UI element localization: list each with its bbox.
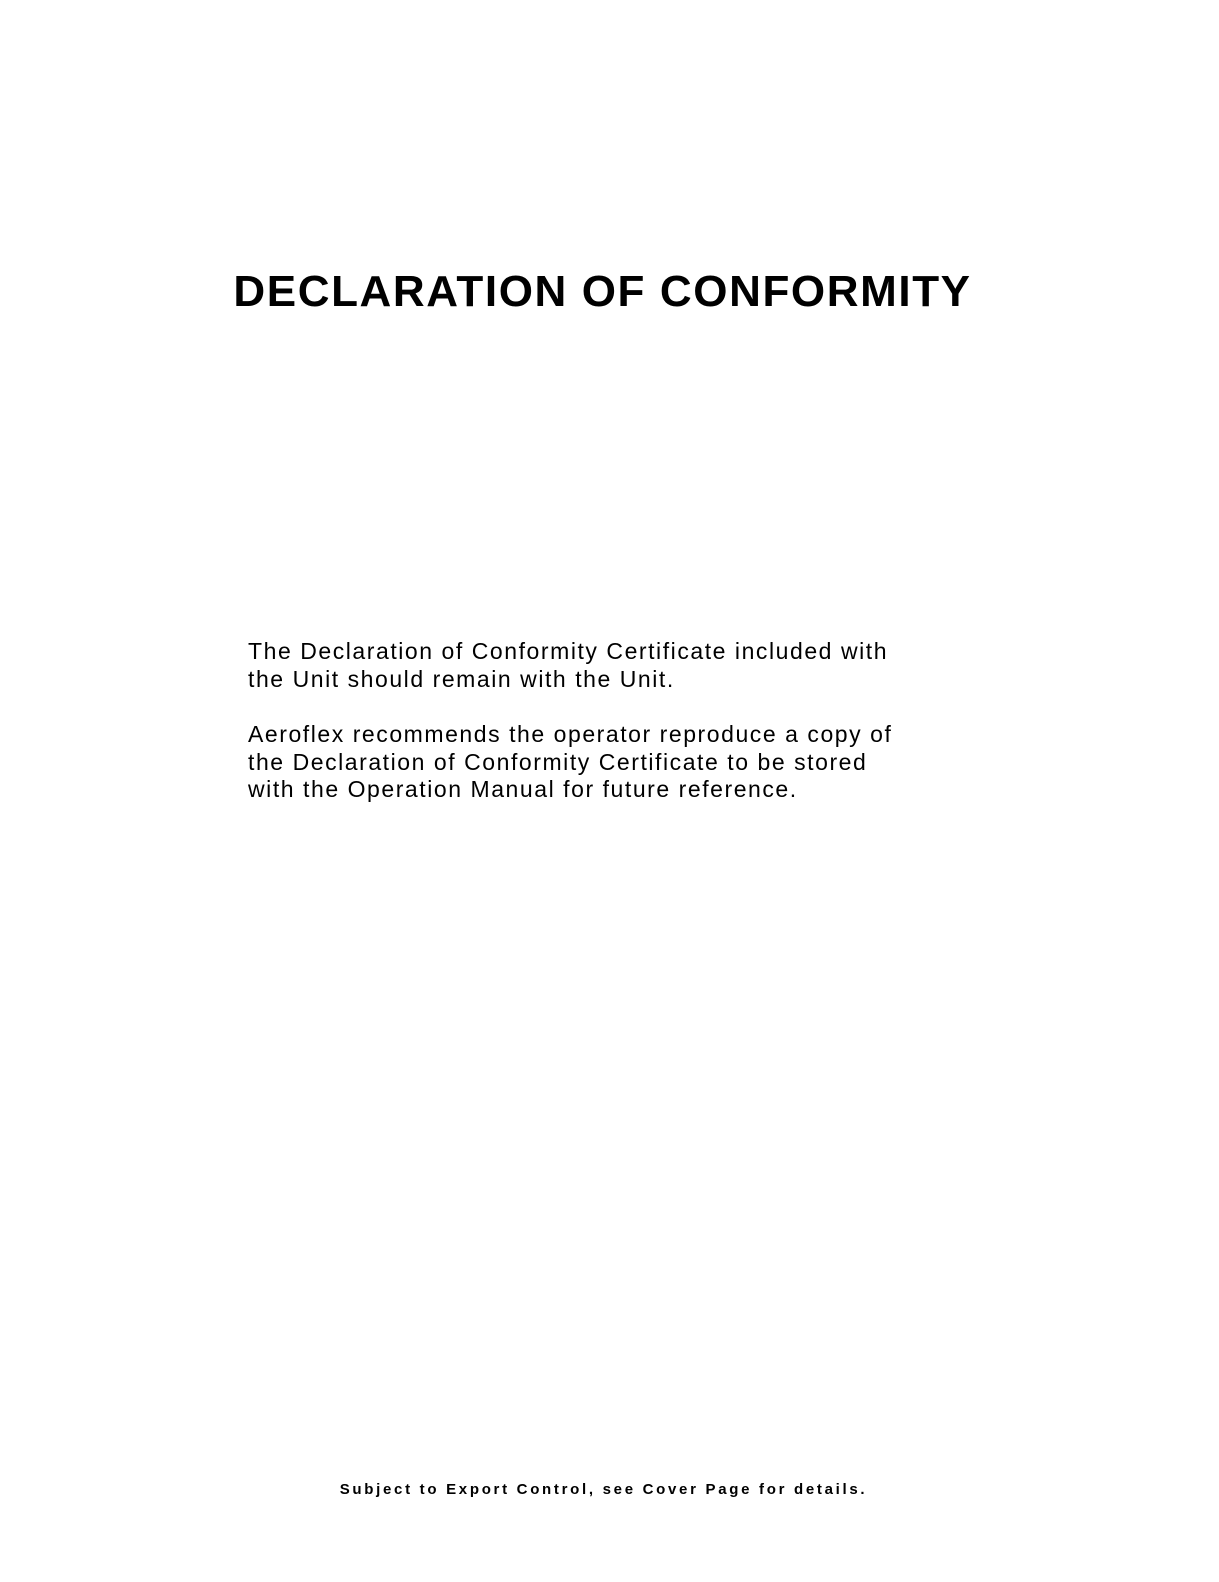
paragraph-line: with the Operation Manual for future reference. xyxy=(248,776,798,802)
paragraph-line: The Declaration of Conformity Certificate included with xyxy=(248,638,889,664)
paragraph-line: the Declaration of Conformity Certificate to be stored xyxy=(248,748,868,775)
paragraph-line: Aeroflex recommends the operator reproduce a copy of xyxy=(248,721,893,747)
paragraph-line: the Unit should remain with the Unit. xyxy=(248,665,675,692)
paragraph-copy-recommendation xyxy=(248,721,968,804)
paragraph-certificate-retention xyxy=(248,638,968,693)
page-title: DECLARATION OF CONFORMITY xyxy=(233,267,972,316)
export-control-footer: Subject to Export Control, see Cover Page for details. xyxy=(339,1481,868,1498)
